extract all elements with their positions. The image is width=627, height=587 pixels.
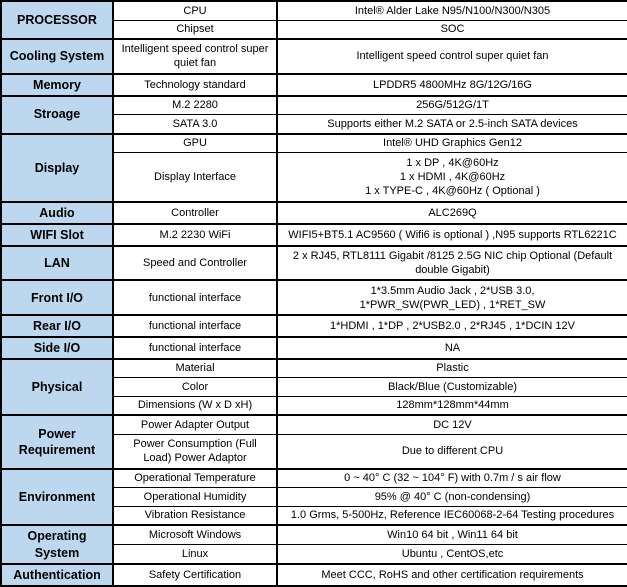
spec-value-line: Win10 64 bit , Win11 64 bit — [387, 528, 518, 541]
spec-value-cell — [277, 488, 627, 507]
spec-value-line: 0 ~ 40° C (32 ~ 104° F) with 0.7m / s air flow — [344, 472, 561, 485]
spec-name-cell: Dimensions (W x D xH) — [113, 396, 277, 415]
spec-name-cell: functional interface — [113, 315, 277, 337]
spec-name-cell: GPU — [113, 134, 277, 153]
spec-value-line: ALC269Q — [428, 206, 477, 219]
spec-value-line: Plastic — [436, 362, 469, 375]
spec-value-line: 1*HDMI , 1*DP , 2*USB2.0 , 2*RJ45 , 1*DCIN 12V — [330, 320, 575, 332]
table-row — [1, 1, 627, 20]
spec-value-cell — [277, 202, 627, 224]
spec-value-line: WIFI5+BT5.1 AC9560 ( Wifi6 is optional ) ,N95 supports RTL6221C — [288, 228, 617, 241]
spec-value-cell — [277, 153, 627, 203]
table-row — [1, 224, 627, 246]
table-row — [1, 96, 627, 115]
spec-name-cell: Intelligent speed control super quiet fan — [113, 39, 277, 74]
category-cell: Rear I/O — [1, 315, 113, 337]
spec-value-cell — [277, 280, 627, 315]
spec-table-body — [1, 1, 627, 586]
spec-value-cell — [277, 20, 627, 39]
spec-value-cell — [277, 224, 627, 246]
category-cell: Physical — [1, 359, 113, 416]
category-cell: Front I/O — [1, 280, 113, 315]
spec-name-cell: Material — [113, 359, 277, 378]
spec-value-line: 95% @ 40° C (non-condensing) — [374, 490, 531, 503]
spec-value-line: Due to different CPU — [401, 445, 504, 457]
spec-value-cell — [277, 115, 627, 134]
spec-value-line: Intel® UHD Graphics Gen12 — [383, 137, 522, 150]
spec-value-line: 128mm*128mm*44mm — [396, 399, 509, 412]
category-cell: Audio — [1, 202, 113, 224]
spec-name-cell: Technology standard — [113, 74, 277, 96]
table-row — [1, 415, 627, 434]
spec-value-cell — [277, 96, 627, 115]
category-cell: Display — [1, 134, 113, 203]
spec-value-line: Black/Blue (Customizable) — [388, 380, 517, 393]
spec-name-cell: functional interface — [113, 280, 277, 315]
table-row — [1, 525, 627, 545]
category-cell: PROCESSOR — [1, 1, 113, 39]
spec-value-cell — [277, 525, 627, 545]
spec-value-line: Supports either M.2 SATA or 2.5-inch SATA devices — [327, 117, 578, 130]
spec-value-line: 2 x RJ45, RTL8111 Gigabit /8125 2.5G NIC chip Optional (Default double Gigabit) — [292, 249, 613, 277]
category-cell: Operating System — [1, 525, 113, 564]
spec-name-cell: functional interface — [113, 337, 277, 359]
spec-value-line: LPDDR5 4800MHz 8G/12G/16G — [373, 78, 532, 91]
spec-value-cell — [277, 134, 627, 153]
spec-value-cell — [277, 39, 627, 74]
category-cell: Environment — [1, 469, 113, 526]
table-row — [1, 134, 627, 153]
spec-name-cell: Safety Certification — [113, 564, 277, 586]
spec-name-cell: SATA 3.0 — [113, 115, 277, 134]
spec-value-line: Intelligent speed control super quiet fan — [356, 50, 549, 63]
spec-value-line: NA — [444, 341, 461, 354]
spec-value-cell — [277, 545, 627, 565]
spec-value-line: 1.0 Grms, 5-500Hz, Reference IEC60068-2-64 Testing procedures — [290, 509, 615, 522]
spec-value-line: Meet CCC, RoHS and other certification requirements — [321, 568, 584, 581]
table-row — [1, 315, 627, 337]
spec-name-cell: Vibration Resistance — [113, 506, 277, 525]
spec-name-cell: M.2 2230 WiFi — [113, 224, 277, 246]
category-cell: Authentication — [1, 564, 113, 586]
table-row — [1, 359, 627, 378]
spec-value-cell — [277, 74, 627, 96]
category-cell: Side I/O — [1, 337, 113, 359]
spec-value-line: Intel® Alder Lake N95/N100/N300/N305 — [354, 4, 551, 17]
spec-value-cell — [277, 359, 627, 378]
spec-value-line: Ubuntu , CentOS,etc — [401, 548, 504, 560]
spec-name-cell: Operational Temperature — [113, 469, 277, 488]
spec-name-cell: Linux — [113, 545, 277, 565]
spec-value-line: 1*3.5mm Audio Jack , 2*USB 3.0, — [370, 284, 535, 297]
table-row — [1, 74, 627, 96]
spec-name-cell: Chipset — [113, 20, 277, 39]
spec-value-cell — [277, 415, 627, 434]
spec-value-line: 1 x TYPE-C , 4K@60Hz ( Optional ) — [365, 185, 540, 198]
spec-name-cell: CPU — [113, 1, 277, 20]
table-row — [1, 280, 627, 315]
spec-value-line: 256G/512G/1T — [416, 99, 489, 112]
spec-value-cell — [277, 246, 627, 281]
spec-value-line: 1 x HDMI , 4K@60Hz — [399, 171, 506, 184]
spec-value-cell — [277, 337, 627, 359]
spec-value-line: SOC — [440, 23, 465, 36]
spec-value-cell — [277, 564, 627, 586]
spec-value-cell — [277, 506, 627, 525]
spec-name-cell: Color — [113, 378, 277, 397]
spec-value-cell — [277, 434, 627, 468]
category-cell: Cooling System — [1, 39, 113, 74]
spec-value-line: 1*PWR_SW(PWR_LED) , 1*RET_SW — [359, 298, 546, 311]
table-row — [1, 337, 627, 359]
spec-value-line: DC 12V — [433, 418, 472, 431]
table-row — [1, 39, 627, 74]
table-row — [1, 469, 627, 488]
category-cell: Memory — [1, 74, 113, 96]
spec-value-cell — [277, 396, 627, 415]
spec-name-cell: Power Consumption (Full Load) Power Adaptor — [113, 434, 277, 468]
category-cell: Stroage — [1, 96, 113, 134]
spec-value-line: 1 x DP , 4K@60Hz — [406, 156, 499, 169]
spec-name-cell: Controller — [113, 202, 277, 224]
spec-name-cell: Microsoft Windows — [113, 525, 277, 545]
category-cell: WIFI Slot — [1, 224, 113, 246]
spec-value-cell — [277, 315, 627, 337]
spec-name-cell: Operational Humidity — [113, 488, 277, 507]
table-row — [1, 202, 627, 224]
category-cell: LAN — [1, 246, 113, 281]
category-cell: Power Requirement — [1, 415, 113, 468]
spec-value-cell — [277, 378, 627, 397]
spec-name-cell: Speed and Controller — [113, 246, 277, 281]
spec-value-cell — [277, 469, 627, 488]
table-row — [1, 246, 627, 281]
table-row — [1, 564, 627, 586]
spec-name-cell: Power Adapter Output — [113, 415, 277, 434]
spec-value-cell — [277, 1, 627, 20]
spec-name-cell: Display Interface — [113, 153, 277, 203]
spec-name-cell: M.2 2280 — [113, 96, 277, 115]
